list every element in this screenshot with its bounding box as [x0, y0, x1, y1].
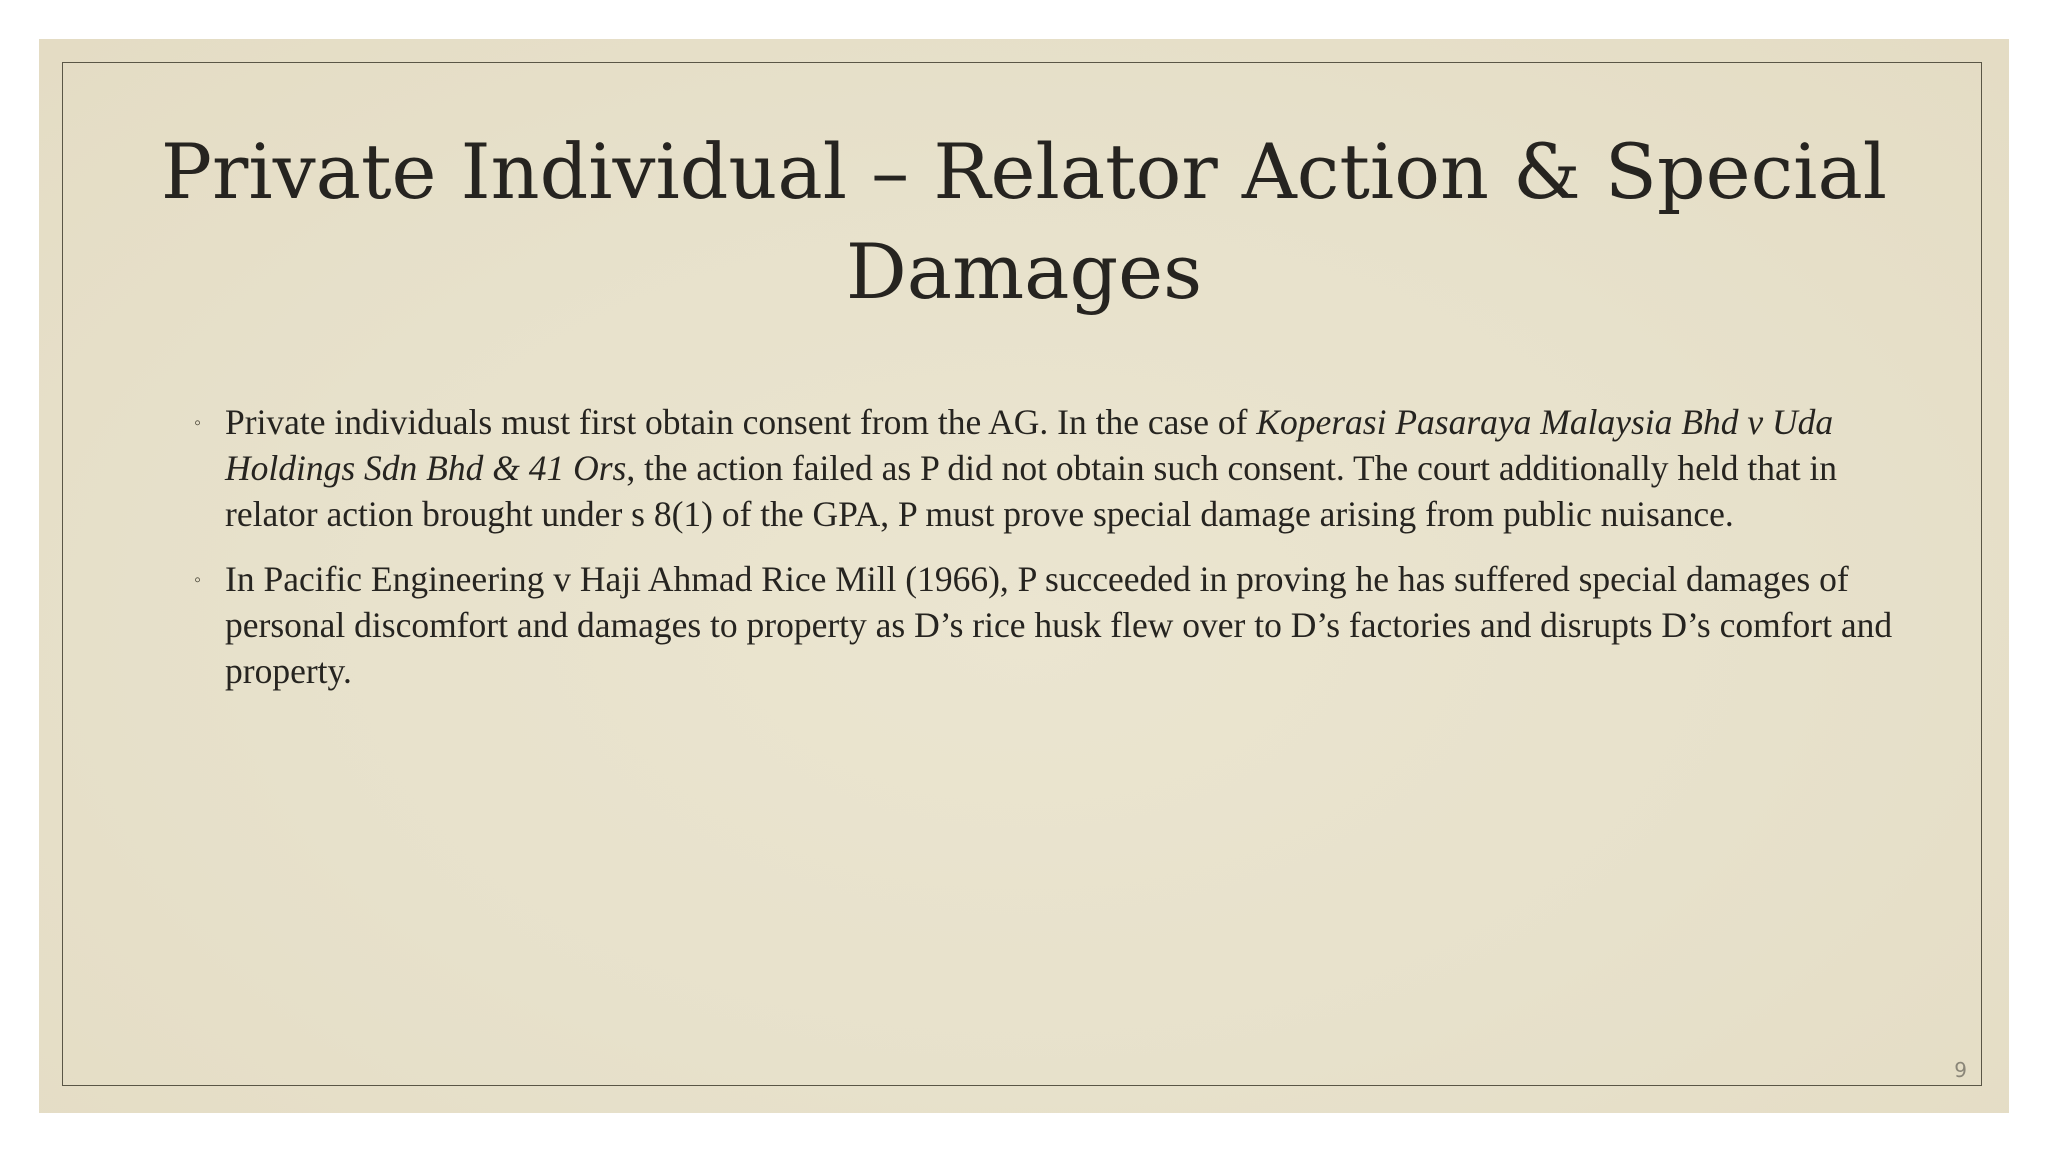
bullet-text: In Pacific Engineering v Haji Ahmad Rice Mill (1966), P succeeded in proving he has suffered special damages of personal discomfort and damages to property as D’s rice husk flew over to D’s factories and disrupts D’s comfort and property. — [225, 559, 1893, 691]
slide-title: Private Individual – Relator Action & Special Damages — [160, 127, 1888, 316]
bullet-text-part: , the action failed as P did not obtain such consent. The court additionally held that in relator action brought under s 8(1) of the GPA, P must prove special damage arising from public nuisance. — [225, 448, 1838, 534]
slide — [39, 39, 2009, 1113]
bullet-item-consent — [194, 399, 1905, 537]
hollow-circle-bullet-icon: ◦ — [194, 412, 202, 434]
bullet-item-pacific-engineering — [194, 556, 1905, 694]
bullet-list — [194, 399, 1905, 713]
case-citation: Koperasi Pasaraya Malaysia Bhd v Uda Holdings Sdn Bhd & 41 Ors — [225, 402, 1834, 488]
hollow-circle-bullet-icon: ◦ — [194, 569, 202, 591]
slide-page-number: 9 — [1954, 1058, 1967, 1082]
bullet-text-part: Private individuals must first obtain consent from the AG. In the case of — [225, 402, 1257, 442]
